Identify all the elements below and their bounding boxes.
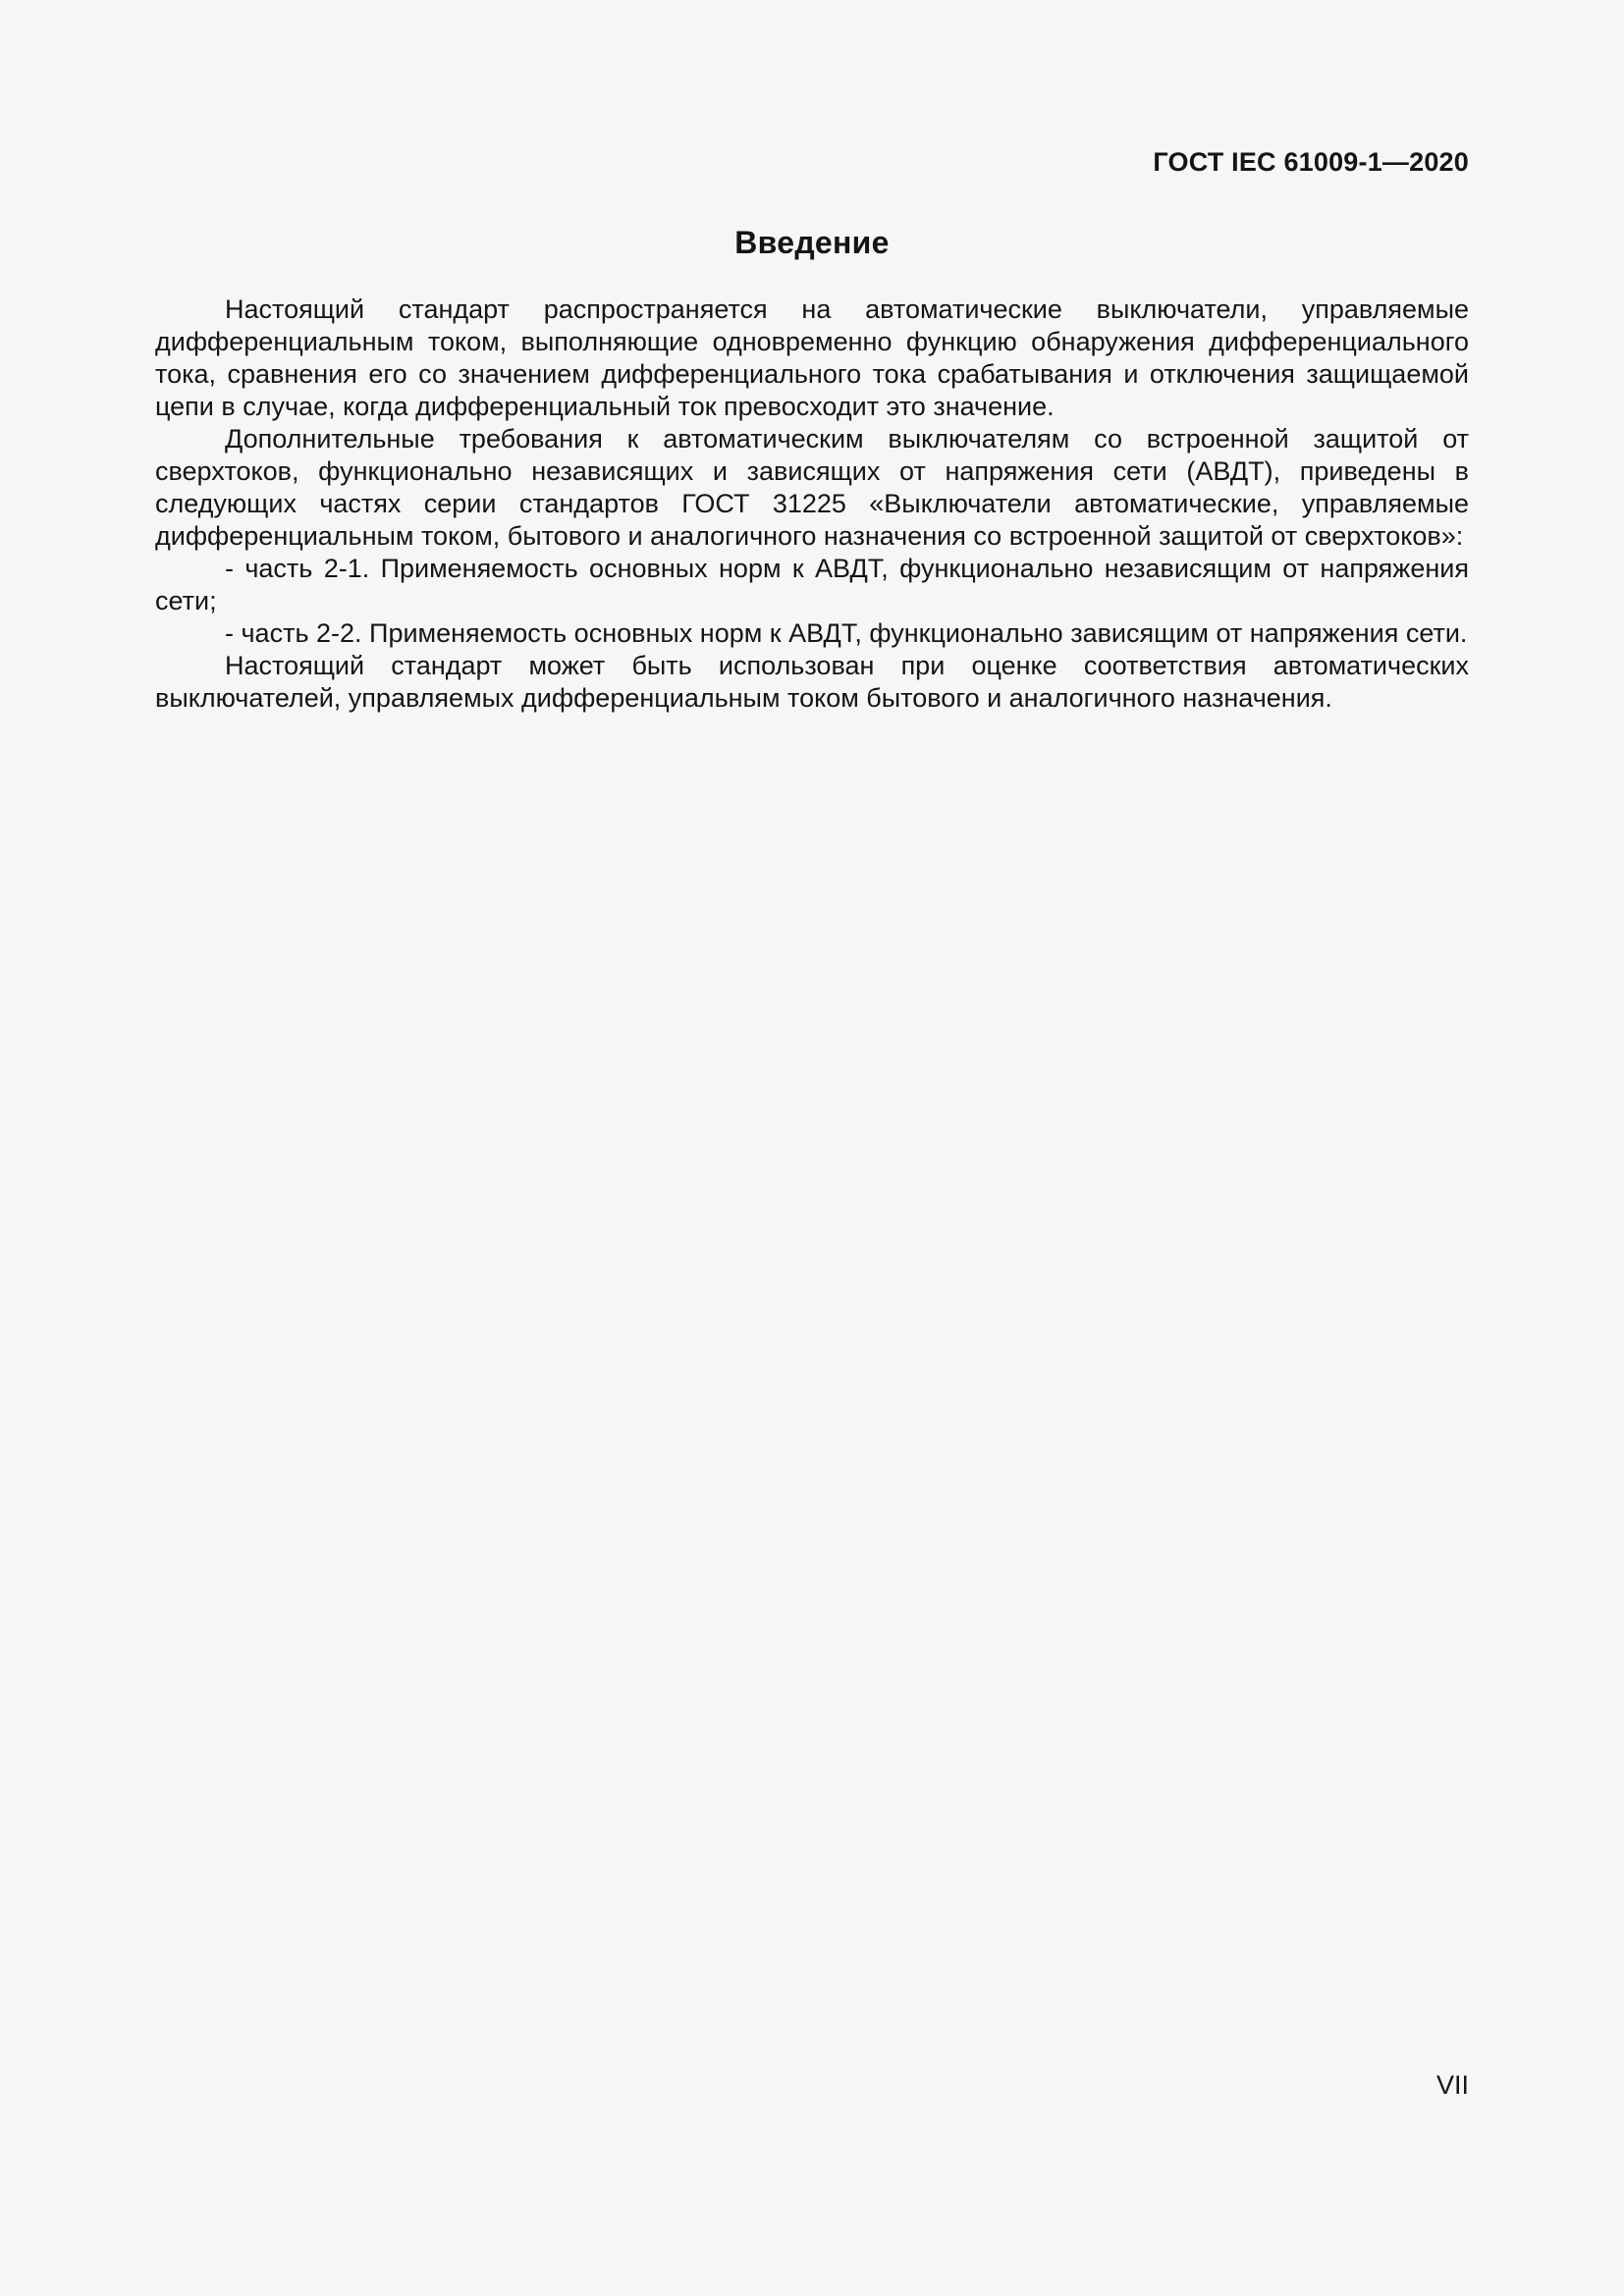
paragraph-scope: Настоящий стандарт распространяется на автоматические выключатели, управляемые дифференциальным током, выполняющие одновременно функцию обнаружения дифференциального тока, сравнения его со значением дифференциального тока срабатывания и отключения защищаемой цепи в случае, когда дифференциальный ток превосходит это значение. [155, 294, 1469, 421]
page-number: VII [1435, 2070, 1469, 2100]
list-item-part-2-1: - часть 2-1. Применяемость основных норм к АВДТ, функционально независящим от напряжения сети; [155, 554, 1469, 615]
list-item-part-2-2: - часть 2-2. Применяемость основных норм к АВДТ, функционально зависящим от напряжения сети. [225, 618, 1468, 648]
paragraph-conformity: Настоящий стандарт может быть использован при оценке соответствия автоматических выключателей, управляемых дифференциальным током бытового и аналогичного назначения. [155, 651, 1469, 713]
section-body [155, 294, 1469, 715]
document-code-header: ГОСТ IEC 61009-1—2020 [1153, 147, 1469, 177]
section-title: Введение [734, 225, 890, 260]
paragraph-additional-requirements: Дополнительные требования к автоматическим выключателям со встроенной защитой от сверхтоков, функционально независящих и зависящих от напряжения сети (АВДТ), приведены в следующих частях серии стандартов ГОСТ 31225 «Выключатели автоматические, управляемые дифференциальным током, бытового и аналогичного назначения со встроенной защитой от сверхтоков»: [155, 424, 1469, 551]
